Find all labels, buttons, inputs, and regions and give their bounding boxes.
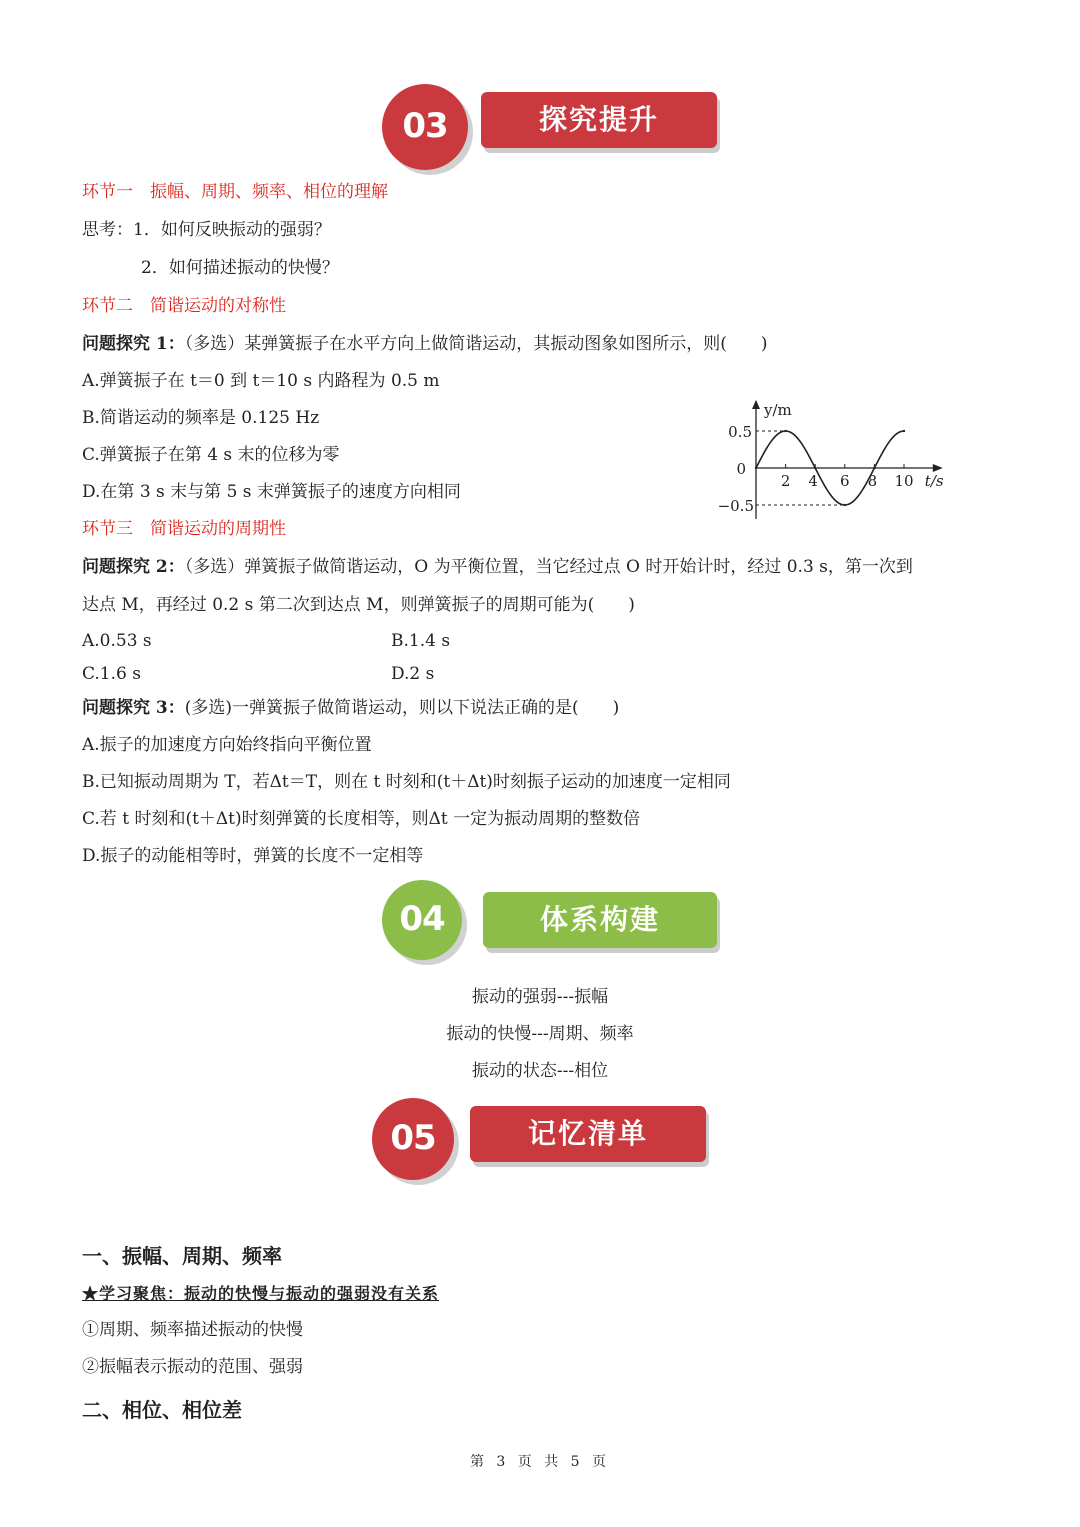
q1-option-b: B.简谐运动的频率是 0.125 Hz [82, 408, 320, 428]
x-axis-label: t/s [924, 472, 944, 490]
segment-heading-1: 环节一 振幅、周期、频率、相位的理解 [82, 182, 388, 202]
question-3-stem [82, 696, 619, 720]
section-title: 体系构建 [483, 892, 717, 948]
q1-option-c: C.弹簧振子在第 4 s 末的位移为零 [82, 445, 340, 465]
question-text: （多选）某弹簧振子在水平方向上做简谐运动，其振动图象如图所示，则( ) [184, 334, 768, 354]
section-title: 记忆清单 [470, 1106, 706, 1162]
system-item-3: 振动的状态---相位 [471, 1061, 609, 1081]
data-point [784, 430, 786, 432]
question-label: 问题探究 1： [82, 334, 185, 354]
data-point [873, 467, 875, 469]
x-tick-label: 4 [808, 472, 818, 490]
question-1-stem [82, 332, 768, 356]
question-label: 问题探究 3： [82, 698, 185, 718]
q1-option-a: A.弹簧振子在 t＝0 到 t＝10 s 内路程为 0.5 m [82, 371, 440, 391]
x-tick-label: 2 [780, 472, 791, 490]
memory-point-1: ①周期、频率描述振动的快慢 [82, 1320, 303, 1340]
q3-option-a: A.振子的加速度方向始终指向平衡位置 [82, 735, 372, 755]
section-number-badge [382, 880, 462, 960]
think-question-2: 2．如何描述振动的快慢？ [141, 258, 339, 278]
question-2-stem [82, 555, 913, 579]
question-text: (多选)一弹簧振子做简谐运动，则以下说法正确的是( ) [184, 698, 620, 718]
system-item-1: 振动的强弱---振幅 [471, 987, 609, 1007]
section-number-badge [382, 84, 468, 170]
section-number: 05 [390, 1118, 436, 1158]
question-2-stem-cont: 达点 M，再经过 0.2 s 第二次到达点 M，则弹簧振子的周期可能为( ) [82, 595, 635, 615]
section-number: 03 [402, 106, 448, 146]
x-tick-label: 8 [867, 472, 878, 490]
memory-heading-1: 一、振幅、周期、频率 [82, 1244, 282, 1268]
data-point [814, 467, 816, 469]
q3-option-c: C.若 t 时刻和(t＋Δt)时刻弹簧的长度相等，则Δt 一定为振动周期的整数倍 [82, 809, 641, 829]
data-point [903, 430, 905, 432]
data-point [755, 467, 757, 469]
y-tick-label: 0.5 [728, 423, 752, 441]
q1-option-d: D.在第 3 s 末与第 5 s 末弹簧振子的速度方向相同 [82, 482, 461, 502]
vibration-graph [712, 388, 962, 528]
system-item-2: 振动的快慢---周期、频率 [446, 1024, 634, 1044]
memory-point-2: ②振幅表示振动的范围、强弱 [82, 1357, 303, 1377]
section-number: 04 [399, 899, 445, 939]
data-point [844, 504, 846, 506]
question-text: （多选）弹簧振子做简谐运动，O 为平衡位置，当它经过点 O 时开始计时，经过 0.3 s，第一次到 [184, 557, 913, 577]
segment-heading-3: 环节三 简谐运动的周期性 [82, 519, 286, 539]
section-number-badge [372, 1098, 454, 1180]
think-question-1: 思考：1．如何反映振动的强弱？ [82, 220, 331, 240]
y-axis-label: y/m [764, 401, 792, 419]
question-label: 问题探究 2： [82, 557, 185, 577]
y-tick-label: −0.5 [717, 497, 754, 515]
q2-option-d: D.2 s [391, 664, 435, 684]
x-tick-label: 10 [894, 472, 914, 490]
page-footer: 第 3 页 共 5 页 [469, 1454, 611, 1470]
q2-option-b: B.1.4 s [391, 631, 451, 651]
q3-option-d: D.振子的动能相等时，弹簧的长度不一定相等 [82, 846, 424, 866]
x-axis-arrow [933, 464, 943, 472]
q3-option-b: B.已知振动周期为 T，若Δt＝T，则在 t 时刻和(t＋Δt)时刻振子运动的加速度一定相同 [82, 772, 731, 792]
x-tick-label: 6 [840, 472, 850, 490]
segment-heading-2: 环节二 简谐运动的对称性 [82, 296, 286, 316]
q2-option-a: A.0.53 s [82, 631, 152, 651]
section-title: 探究提升 [481, 92, 717, 148]
q2-option-c: C.1.6 s [82, 664, 141, 684]
learning-focus: ★学习聚焦：振动的快慢与振动的强弱没有关系 [82, 1284, 440, 1303]
y-tick-label: 0 [736, 460, 746, 478]
y-axis-arrow [752, 400, 760, 409]
memory-heading-2: 二、相位、相位差 [82, 1398, 242, 1422]
